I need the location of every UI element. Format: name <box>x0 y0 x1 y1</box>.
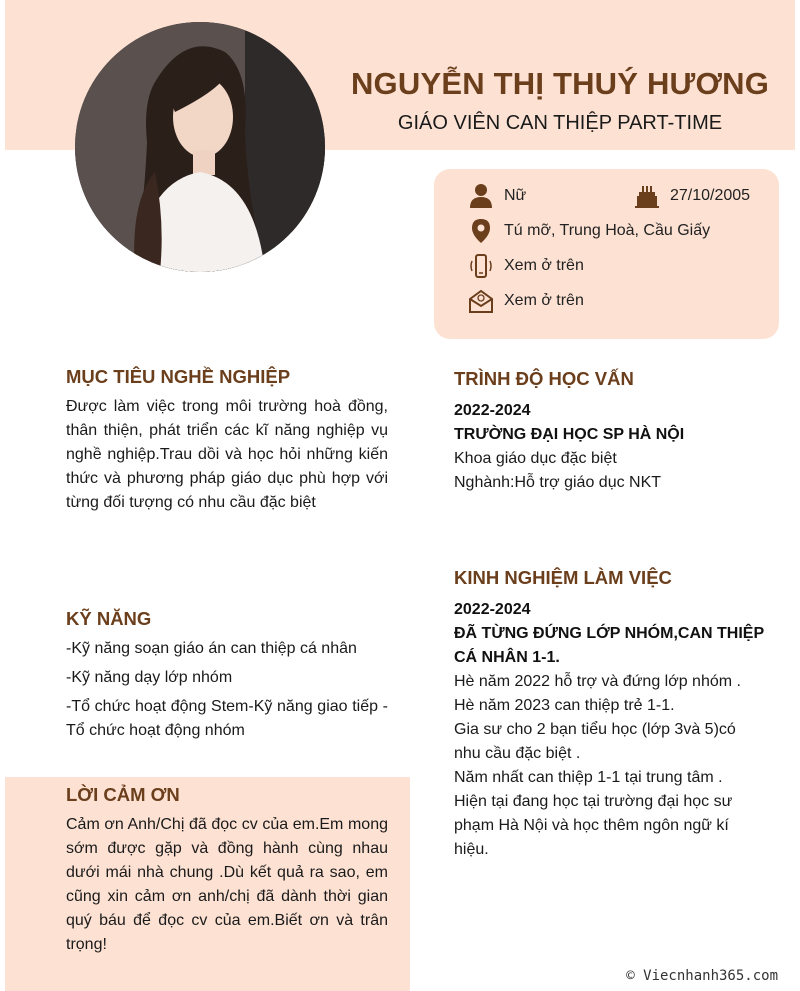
profile-photo <box>75 22 325 272</box>
skills-list <box>66 637 388 748</box>
education-period: 2022-2024 <box>454 402 531 419</box>
list-item: -Kỹ năng soạn giáo án can thiệp cá nhân <box>66 640 357 657</box>
education-school: TRƯỜNG ĐẠI HỌC SP HÀ NỘI <box>454 426 685 443</box>
list-item: Năm nhất can thiệp 1-1 tại trung tâm . <box>454 769 723 786</box>
education-major: Nghành:Hỗ trợ giáo dục NKT <box>454 474 662 491</box>
skills-heading: KỸ NĂNG <box>66 608 152 629</box>
education-faculty: Khoa giáo dục đặc biệt <box>454 450 617 467</box>
footer-copyright: © Viecnhanh365.com <box>626 968 778 984</box>
thanks-text: Cảm ơn Anh/Chị đã đọc cv của em.Em mong sớm được gặp và đồng hành cùng nhau dưới mái nhà chung .Dù kết quả ra sao, em cũng xin cảm ơn anh/chị đã dành thời gian quý báu để đọc cv của em.Biết ơn và trân trọng! <box>66 816 388 953</box>
gender-value: Nữ <box>504 187 527 204</box>
birthday-row <box>634 183 750 209</box>
list-item: Hiện tại đang học tại trường đại học sư phạm Hà Nội và học thêm ngôn ngữ kí hiệu. <box>454 793 733 858</box>
gender-row <box>468 183 526 209</box>
list-item: Hè năm 2022 hỗ trợ và đứng lớp nhóm . <box>454 673 741 690</box>
career-objective-heading: MỤC TIÊU NGHỀ NGHIỆP <box>66 366 291 387</box>
list-item: Gia sư cho 2 bạn tiểu học (lớp 3và 5)có nhu cầu đặc biệt . <box>454 721 736 762</box>
location-pin-icon <box>468 218 494 244</box>
thanks-heading: LỜI CẢM ƠN <box>66 784 180 805</box>
mail-icon <box>468 288 494 314</box>
experience-block <box>454 598 766 862</box>
experience-role: ĐÃ TỪNG ĐỨNG LỚP NHÓM,CAN THIỆP CÁ NHÂN 1-1. <box>454 625 764 666</box>
career-objective-text: Được làm việc trong môi trường hoà đồng, thân thiện, phát triển các kĩ năng nghiệp vụ nghề nghiệp.Trau dồi và học hỏi những kiến thức và phương pháp giáo dục phù hợp với từng đối tượng có nhu cầu đặc biệt <box>66 398 388 511</box>
birthday-value: 27/10/2005 <box>670 187 751 204</box>
list-item: -Kỹ năng dạy lớp nhóm <box>66 669 233 686</box>
phone-value: Xem ở trên <box>504 257 584 274</box>
contact-info-box <box>434 169 779 339</box>
email-value: Xem ở trên <box>504 292 584 309</box>
experience-heading: KINH NGHIỆM LÀM VIỆC <box>454 567 672 588</box>
list-item: -Tổ chức hoạt động Stem-Kỹ năng giao tiếp -Tổ chức hoạt động nhóm <box>66 698 388 739</box>
email-row <box>468 288 584 314</box>
experience-period: 2022-2024 <box>454 601 531 618</box>
education-block <box>454 399 764 495</box>
candidate-name: NGUYỄN THỊ THUÝ HƯƠNG <box>350 66 770 101</box>
phone-icon <box>468 253 494 279</box>
phone-row <box>468 253 584 279</box>
education-heading: TRÌNH ĐỘ HỌC VẤN <box>454 368 634 389</box>
person-icon <box>468 183 494 209</box>
list-item: Hè năm 2023 can thiệp trẻ 1-1. <box>454 697 675 714</box>
job-title: GIÁO VIÊN CAN THIỆP PART-TIME <box>397 112 723 134</box>
cake-icon <box>634 183 660 209</box>
address-value: Tú mỡ, Trung Hoà, Cầu Giấy <box>504 222 711 239</box>
address-row <box>468 218 710 244</box>
